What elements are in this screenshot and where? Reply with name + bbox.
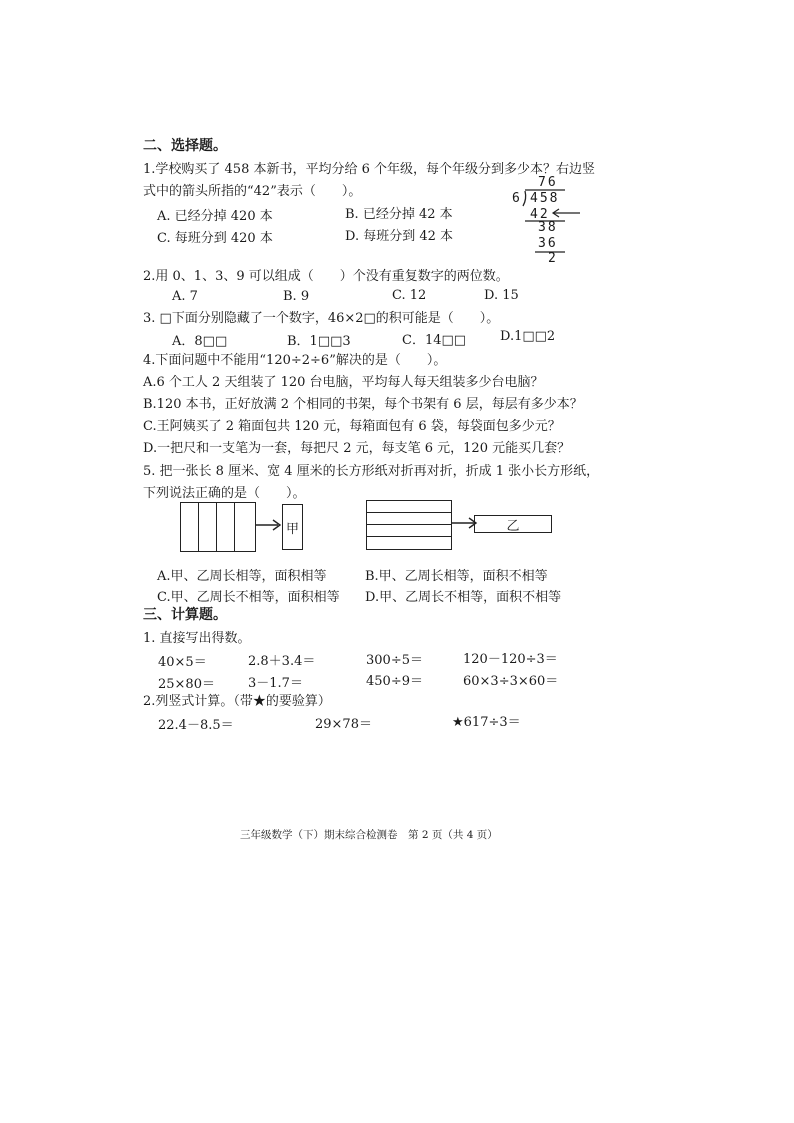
section-heading-calculation: 三、计算题。 bbox=[143, 607, 227, 623]
q3-option-c: C．14□□ bbox=[402, 333, 467, 348]
q4-option-b: B.120 本书，正好放满 2 个相同的书架，每个书架有 6 层，每层有多少本？ bbox=[143, 397, 583, 412]
calc-item-1: 40×5＝ bbox=[158, 655, 207, 670]
calc-item-7: 450÷9＝ bbox=[366, 674, 423, 689]
division-divisor: 6 bbox=[512, 191, 522, 206]
vertical-calc-item-2: 29×78＝ bbox=[315, 717, 372, 732]
q5-option-b: B.甲、乙周长相等，面积不相等 bbox=[365, 569, 548, 584]
q4-option-c: C.王阿姨买了 2 箱面包共 120 元，每箱面包有 6 袋，每袋面包多少元？ bbox=[143, 419, 561, 434]
q1-option-a: A. 已经分掉 420 本 bbox=[157, 209, 273, 224]
paper-rectangle-horizontal-folds bbox=[366, 500, 452, 550]
q5-option-a: A.甲、乙周长相等，面积相等 bbox=[157, 569, 327, 584]
section-heading-choice: 二、选择题。 bbox=[143, 138, 227, 154]
q3-option-a: A．8□□ bbox=[172, 334, 228, 349]
page-footer: 三年级数学（下）期末综合检测卷 第 2 页（共 4 页） bbox=[240, 829, 498, 841]
q5-text-line2: 下列说法正确的是（ ）。 bbox=[143, 486, 306, 501]
label-jia: 甲 bbox=[285, 521, 299, 537]
q5-option-c: C.甲、乙周长不相等，面积相等 bbox=[157, 590, 340, 605]
q2-option-a: A. 7 bbox=[172, 289, 198, 304]
division-quotient: 76 bbox=[538, 175, 558, 190]
q3-option-d: D.1□□2 bbox=[500, 329, 556, 344]
paper-rectangle-vertical-folds bbox=[180, 502, 256, 552]
calc-item-4: 120－120÷3＝ bbox=[463, 652, 558, 667]
q1-option-b: B. 已经分掉 42 本 bbox=[345, 207, 453, 222]
q4-option-a: A.6 个工人 2 天组装了 120 台电脑，平均每人每天组装多少台电脑？ bbox=[143, 375, 544, 390]
q5-option-d: D.甲、乙周长不相等，面积不相等 bbox=[365, 590, 562, 605]
division-step-remainder: 38 bbox=[538, 220, 558, 235]
calc-part1-title: 1. 直接写出得数。 bbox=[143, 631, 251, 646]
q2-option-c: C. 12 bbox=[392, 288, 427, 303]
q1-option-d: D. 每班分到 42 本 bbox=[345, 229, 454, 244]
vertical-calc-item-3: ★617÷3＝ bbox=[452, 715, 521, 730]
arrow-right-icon bbox=[256, 518, 282, 532]
vertical-calc-item-1: 22.4－8.5＝ bbox=[158, 718, 234, 733]
q1-text-line2: 式中的箭头所指的“42”表示（ ）。 bbox=[143, 184, 362, 199]
q1-text-line1: 1.学校购买了 458 本新书，平均分给 6 个年级，每个年级分到多少本？右边竖 bbox=[143, 162, 596, 177]
division-step-product: 42 bbox=[530, 207, 550, 222]
calc-item-2: 2.8＋3.4＝ bbox=[248, 654, 316, 669]
calc-part2-title: 2.列竖式计算。（带★的要验算） bbox=[143, 694, 331, 709]
calc-item-6: 3－1.7＝ bbox=[248, 676, 303, 691]
q5-text-line1: 5. 把一张长 8 厘米、宽 4 厘米的长方形纸对折再对折，折成 1 张小长方形纸， bbox=[143, 464, 600, 479]
folded-paper-yi bbox=[474, 515, 552, 533]
q2-text: 2.用 0、1、3、9 可以组成（ ）个没有重复数字的两位数。 bbox=[143, 269, 509, 284]
calc-item-8: 60×3÷3×60＝ bbox=[463, 674, 559, 689]
q4-option-d: D.一把尺和一支笔为一套，每把尺 2 元，每支笔 6 元，120 元能买几套？ bbox=[143, 441, 571, 456]
q3-option-b: B．1□□3 bbox=[287, 334, 351, 349]
q2-option-d: D. 15 bbox=[484, 288, 519, 303]
q1-option-c: C. 每班分到 420 本 bbox=[157, 231, 273, 246]
division-dividend: 458 bbox=[530, 191, 560, 206]
division-step-product-2: 36 bbox=[538, 236, 558, 251]
label-yi: 乙 bbox=[506, 518, 520, 534]
folded-paper-jia bbox=[282, 504, 303, 550]
q4-text: 4.下面问题中不能用“120÷2÷6”解决的是（ ）。 bbox=[143, 353, 447, 368]
q2-option-b: B. 9 bbox=[283, 289, 310, 304]
calc-item-5: 25×80＝ bbox=[158, 677, 215, 692]
q3-text: 3. □下面分别隐藏了一个数字，46×2□的积可能是（ ）。 bbox=[143, 311, 500, 326]
division-lines bbox=[505, 185, 585, 255]
calc-item-3: 300÷5＝ bbox=[366, 653, 423, 668]
division-remainder: 2 bbox=[548, 251, 558, 266]
